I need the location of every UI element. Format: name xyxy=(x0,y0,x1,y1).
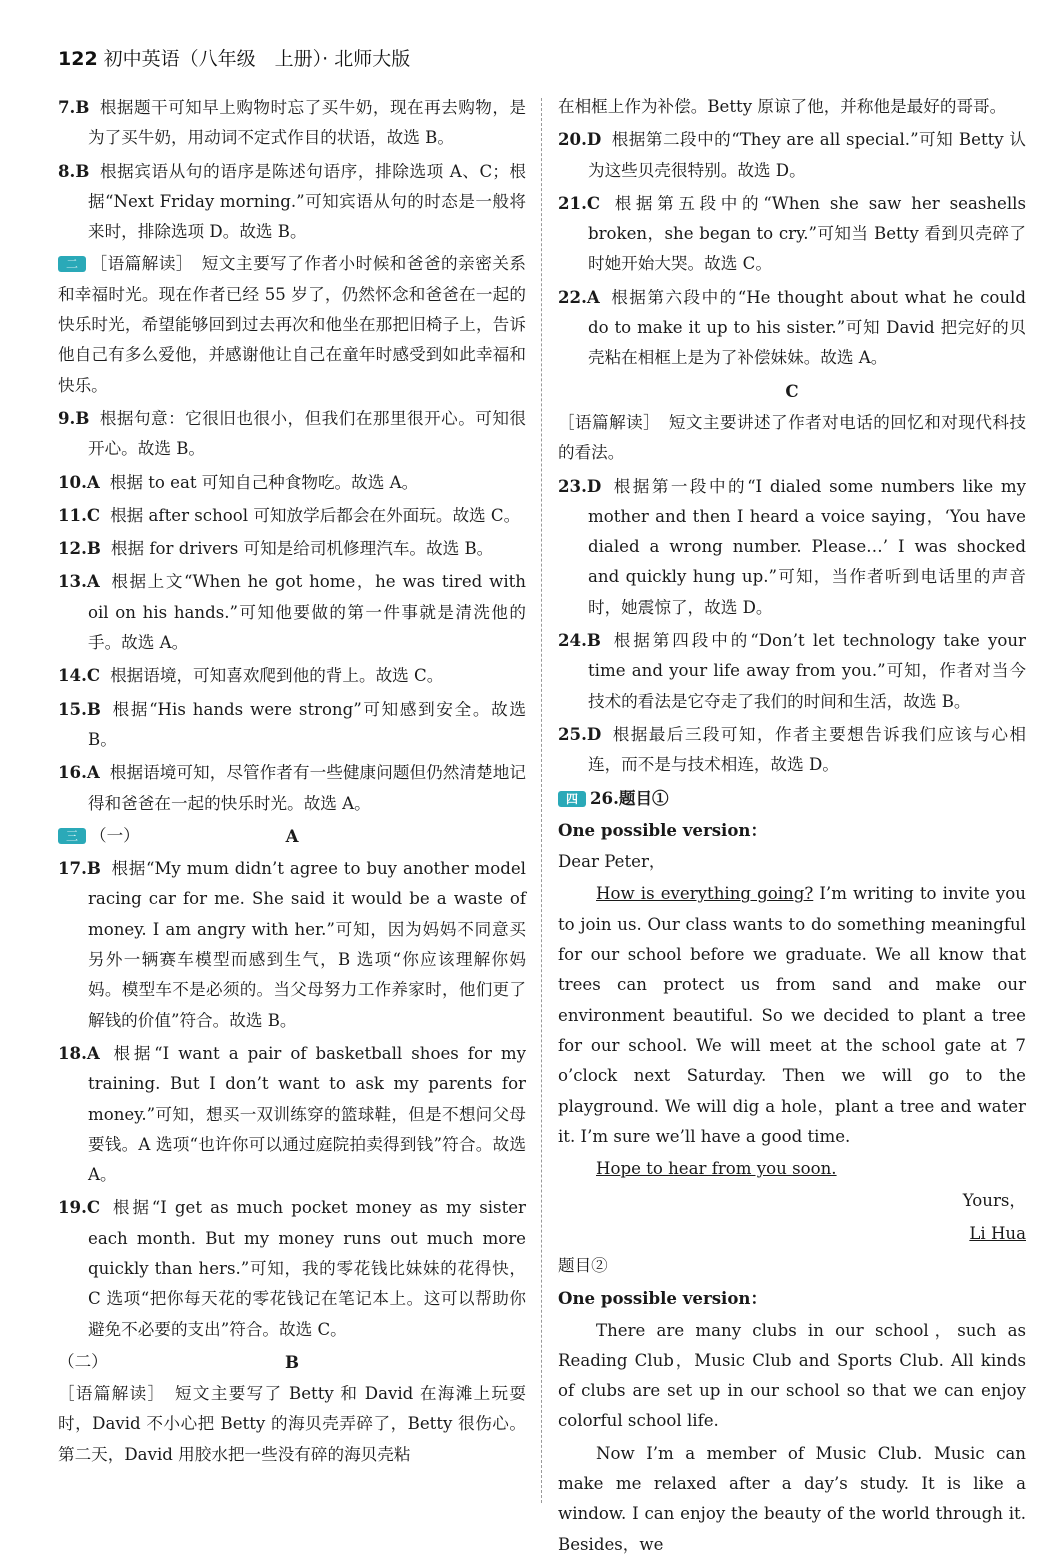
answer-8: 8.B 根据宾语从句的语序是陈述句语序，排除选项 A、C；根据“Next Friday morning.”可知宾语从句的时态是一般将来时，排除选项 D。故选 B。 xyxy=(58,160,526,242)
section-2-icon: 二 xyxy=(58,256,86,272)
answer-23: 23.D 根据第一段中的“I dialed some numbers like my mother and then I heard a voice saying，‘You have dialed a wrong number. Please…’ I was shocked and quickly hung up.”可知，当作者听到电话里的声音时，她震惊了，故选 D。 xyxy=(558,475,1026,617)
version-1-label: One possible version： xyxy=(558,819,768,840)
page-header xyxy=(58,44,410,71)
answer-10: 10.A 根据 to eat 可知自己种食物吃。故选 A。 xyxy=(58,471,419,492)
section-3-part-1: 三 （一） A xyxy=(58,821,526,851)
part-letter-a: A xyxy=(285,825,299,846)
part-b-reading-note: ［语篇解读］ 短文主要写了 Betty 和 David 在海滩上玩耍时，David 不小心把 Betty 的海贝壳弄碎了，Betty 很伤心。第二天，David 用胶水把一些没有碎的海贝壳粘 xyxy=(58,1384,526,1464)
answer-9: 9.B 根据句意：它很旧也很小，但我们在那里很开心。可知很开心。故选 B。 xyxy=(58,407,526,459)
version-2-label: One possible version： xyxy=(558,1288,768,1309)
answer-12: 12.B 根据 for drivers 可知是给司机修理汽车。故选 B。 xyxy=(58,538,494,559)
letter-closing-line: Hope to hear from you soon. xyxy=(596,1159,837,1179)
answer-22: 22.A 根据第六段中的“He thought about what he could do to make it up to his sister.”可知 David 把完好的贝壳粘在相框上是为了补偿妹妹。故选 A。 xyxy=(558,286,1026,368)
left-column xyxy=(58,92,526,1472)
answer-15: 15.B 根据“His hands were strong”可知感到安全。故选 B。 xyxy=(58,698,526,749)
essay-paragraph-1: There are many clubs in our school，such as Reading Club，Music Club and Sports Club. All kinds of clubs are set up in our school so that we can enjoy colorful school life. xyxy=(558,1320,1026,1431)
part-b-reading-note-continued: 在相框上作为补偿。Betty 原谅了他，并称他是最好的哥哥。 xyxy=(558,97,1007,116)
answer-25: 25.D 根据最后三段可知，作者主要想告诉我们应该与心相连，而不是与技术相连，故选 D。 xyxy=(558,723,1026,775)
column-divider xyxy=(541,98,542,1503)
answer-14: 14.C 根据语境，可知喜欢爬到他的背上。故选 C。 xyxy=(58,665,444,686)
letter-paragraph-1: How is everything going? I’m writing to invite you to join us. Our class wants to do something meaningful for our school before we graduate. We all know that trees can protect us from sand and make our environment beautiful. So we decided to plant a tree for our school. We will meet at the school gate at 7 o’clock next Saturday. Then we will go to the playground. We will dig a hole，plant a tree and water it. I’m sure we’ll have a good time. xyxy=(558,884,1026,1146)
page-number: 122 xyxy=(58,48,98,70)
part-c-reading-note: ［语篇解读］ 短文主要讲述了作者对电话的回忆和对现代科技的看法。 xyxy=(558,412,1026,463)
section-4-icon: 四 xyxy=(558,791,586,807)
section-3-icon: 三 xyxy=(58,828,86,844)
letter-greeting: Dear Peter， xyxy=(558,852,666,872)
section-2-reading-note: 二 ［语篇解读］ 短文主要写了作者小时候和爸爸的亲密关系和幸福时光。现在作者已经 55 岁了，仍然怀念和爸爸在一起的快乐时光，希望能够回到过去再次和他坐在那把旧椅子上，告诉他自己有多么爱他，并感谢他让自己在童年时感受到如此幸福和快乐。 xyxy=(58,254,526,395)
answer-17: 17.B 根据“My mum didn’t agree to buy another model racing car for me. She said it would be a waste of money. I am angry with her.”可知，因为妈妈不同意买另外一辆赛车模型而感到生气，B 选项“你应该理解你妈妈。模型车不是必须的。当父母努力工作养家时，他们更了解钱的价值”符合。故选 B。 xyxy=(58,858,526,1030)
part-letter-c: C xyxy=(785,380,799,401)
answer-18: 18.A 根据“I want a pair of basketball shoes for my training. But I don’t want to ask my parents for money.”可知，想买一双训练穿的篮球鞋，但是不想问父母要钱。A 选项“也许你可以通过庭院拍卖得到钱”符合。故选 A。 xyxy=(58,1042,526,1185)
answer-16: 16.A 根据语境可知，尽管作者有一些健康问题但仍然清楚地记得和爸爸在一起的快乐时光。故选 A。 xyxy=(58,762,526,813)
answer-20: 20.D 根据第二段中的“They are all special.”可知 Betty 认为这些贝壳很特别。故选 D。 xyxy=(558,129,1026,180)
answer-21: 21.C 根据第五段中的“When she saw her seashells broken，she began to cry.”可知当 Betty 看到贝壳碎了时她开始大哭。故选 C。 xyxy=(558,192,1026,274)
answer-19: 19.C 根据“I get as much pocket money as my sister each month. But my money runs out much more quickly than hers.”可知，我的零花钱比妹妹的花得快，C 选项“把你每天花的零花钱记在笔记本上。这可以帮助你避免不必要的支出”符合。故选 C。 xyxy=(58,1197,526,1339)
section-3-part-2: （二） B xyxy=(58,1347,526,1377)
letter-sign-off: Yours， xyxy=(962,1191,1026,1211)
right-column xyxy=(558,92,1026,1562)
answer-7: 7.B 根据题干可知早上购物时忘了买牛奶，现在再去购物，是为了买牛奶，用动词不定式作目的状语，故选 B。 xyxy=(58,97,526,148)
answer-13: 13.A 根据上文“When he got home，he was tired with oil on his hands.”可知他要做的第一件事就是清洗他的手。故选 A。 xyxy=(58,571,526,653)
letter-signature: Li Hua xyxy=(969,1223,1026,1243)
answer-24: 24.B 根据第四段中的“Don’t let technology take your time and your life away from you.”可知，作者对当今技术的看法是它夺走了我们的时间和生活，故选 B。 xyxy=(558,630,1026,711)
part-letter-b: B xyxy=(284,1351,300,1372)
section-4-topic-1: 四 26.题目① xyxy=(558,783,1026,813)
book-title: 初中英语（八年级 上册）· 北师大版 xyxy=(103,48,411,70)
answer-11: 11.C 根据 after school 可知放学后都会在外面玩。故选 C。 xyxy=(58,504,521,525)
essay-paragraph-2: Now I’m a member of Music Club. Music can make me relaxed after a day’s study. It is like a window. I can enjoy the beauty of the world through it. Besides，we xyxy=(558,1443,1026,1554)
topic-2-label: 题目② xyxy=(558,1255,608,1275)
